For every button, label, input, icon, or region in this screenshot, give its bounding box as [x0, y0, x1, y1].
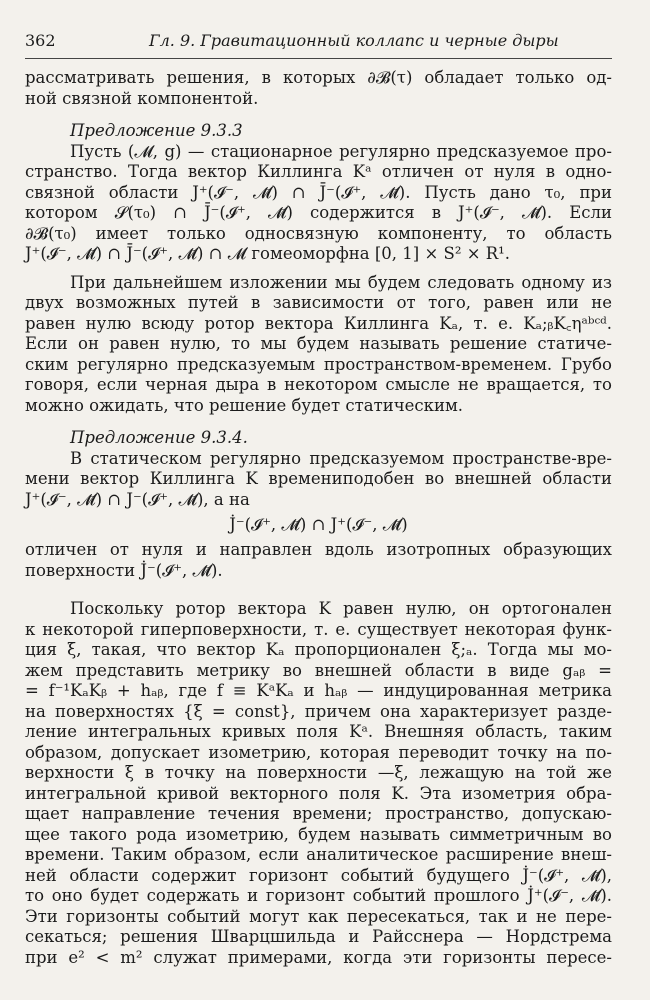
text-line: двух возможных путей в зависимости от того, равен или не — [25, 293, 612, 312]
text-line: к некоторой гиперповерхности, т. е. существует некоторая функ- — [25, 619, 612, 639]
text-line: J̇⁻(𝓘⁺, 𝓜̄) ∩ J⁺(𝓘⁻, 𝓜̄) — [229, 515, 408, 534]
header-rule — [25, 58, 612, 59]
text-line: странство. Тогда вектор Киллинга Kᵃ отличен от нуля в одно- — [25, 162, 612, 181]
paragraph-gap — [25, 109, 612, 121]
text-line: J⁺(𝓘⁻, 𝓜̄) ∩ J̄⁻(𝓘⁺, 𝓜̄) ∩ 𝓜 гомеоморфна [0, 1] × S² × R¹. — [25, 244, 511, 263]
text-line: отличен от нуля и направлен вдоль изотропных образующих — [25, 540, 612, 559]
text-line: интегральной кривой векторного поля K. Эта изометрия обра- — [25, 783, 612, 803]
text-line: при e² < m² служат примерами, когда эти горизонты пересе- — [25, 947, 612, 967]
paragraph-gap — [25, 581, 612, 599]
text-line: ским регулярно предсказуемым пространством-временем. Грубо — [25, 354, 612, 374]
text-line: ней области содержит горизонт событий будущего J̇⁻(𝓘⁺, 𝓜̄), — [25, 865, 612, 885]
text-line: В статическом регулярно предсказуемом пространстве-вре- — [70, 448, 612, 468]
page-number: 362 — [25, 31, 56, 50]
running-title: Гл. 9. Гравитационный коллапс и черные дыры — [149, 31, 559, 50]
text-line: Поскольку ротор вектора K равен нулю, он ортогонален — [70, 599, 612, 618]
text-line: ция ξ, такая, что вектор Kₐ пропорционален ξ;ₐ. Тогда мы мо- — [25, 640, 612, 659]
paragraph-gap — [25, 265, 612, 273]
text-line: равен нулю всюду ротор вектора Киллинга Kₐ, т. е. Kₐ;ᵦK꜀ηᵃᵇᶜᵈ. — [25, 313, 612, 333]
text-line: говоря, если черная дыра в некотором смысле не вращается, то — [25, 375, 612, 394]
text-line: ∂𝓑(τ₀) имеет только односвязную компоненту, то область — [25, 223, 612, 243]
text-line: связной области J⁺(𝓘⁻, 𝓜̄) ∩ J̄⁻(𝓘⁺, 𝓜̄). Пусть дано τ₀, при — [25, 182, 612, 202]
paragraph-gap — [25, 416, 612, 428]
text-line: то оно будет содержать и горизонт событий прошлого J̇⁺(𝓘⁻, 𝓜̄). — [25, 886, 612, 905]
text-line: верхности ξ в точку на поверхности —ξ, лежащую на той же — [25, 763, 612, 782]
text-line: щее такого рода изометрию, будем называть симметричным во — [25, 824, 612, 844]
text-line: котором 𝓢(τ₀) ∩ J̄⁻(𝓘⁺, 𝓜̄) содержится в J⁺(𝓘⁻, 𝓜̄). Если — [25, 203, 612, 222]
page-body — [25, 68, 612, 968]
proposition-heading: Предложение 9.3.4. — [70, 428, 248, 447]
text-line: ной связной компонентой. — [25, 88, 259, 108]
text-line: Если он равен нулю, то мы будем называть решение статиче- — [25, 334, 612, 353]
text-line: времени. Таким образом, если аналитическое расширение внеш- — [25, 845, 612, 864]
text-line: Эти горизонты событий могут как пересекаться, так и не пере- — [25, 906, 612, 926]
text-line: щает направление течения времени; пространство, допускаю- — [25, 804, 612, 823]
text-line: на поверхностях {ξ = const}, причем она характеризует разде- — [25, 701, 612, 721]
text-line: ление интегральных кривых поля Kᵃ. Внешняя область, таким — [25, 722, 612, 741]
text-line: жем представить метрику во внешней области в виде gₐᵦ = — [25, 660, 612, 680]
text-line: рассматривать решения, в которых ∂𝓑(τ) обладает только од- — [25, 68, 612, 87]
text-line: = f⁻¹KₐKᵦ + hₐᵦ, где f ≡ KᵃKₐ и hₐᵦ — индуцированная метрика — [25, 681, 612, 700]
text-line: секаться; решения Шварцшильда и Райсснера — Нордстрема — [25, 927, 612, 946]
text-line: J⁺(𝓘⁻, 𝓜̄) ∩ J⁻(𝓘⁺, 𝓜̄), а на — [25, 489, 250, 509]
text-line: При дальнейшем изложении мы будем следовать одному из — [70, 272, 612, 292]
proposition-heading: Предложение 9.3.3 — [70, 121, 243, 140]
text-line: можно ожидать, что решение будет статическим. — [25, 395, 464, 415]
text-line: мени вектор Киллинга K времениподобен во внешней области — [25, 469, 612, 488]
text-line: образом, допускает изометрию, которая переводит точку на по- — [25, 742, 612, 762]
text-line: поверхности J̇⁻(𝓘⁺, 𝓜̄). — [25, 560, 223, 580]
text-line: Пусть (𝓜, g) — стационарное регулярно предсказуемое про- — [70, 141, 612, 161]
